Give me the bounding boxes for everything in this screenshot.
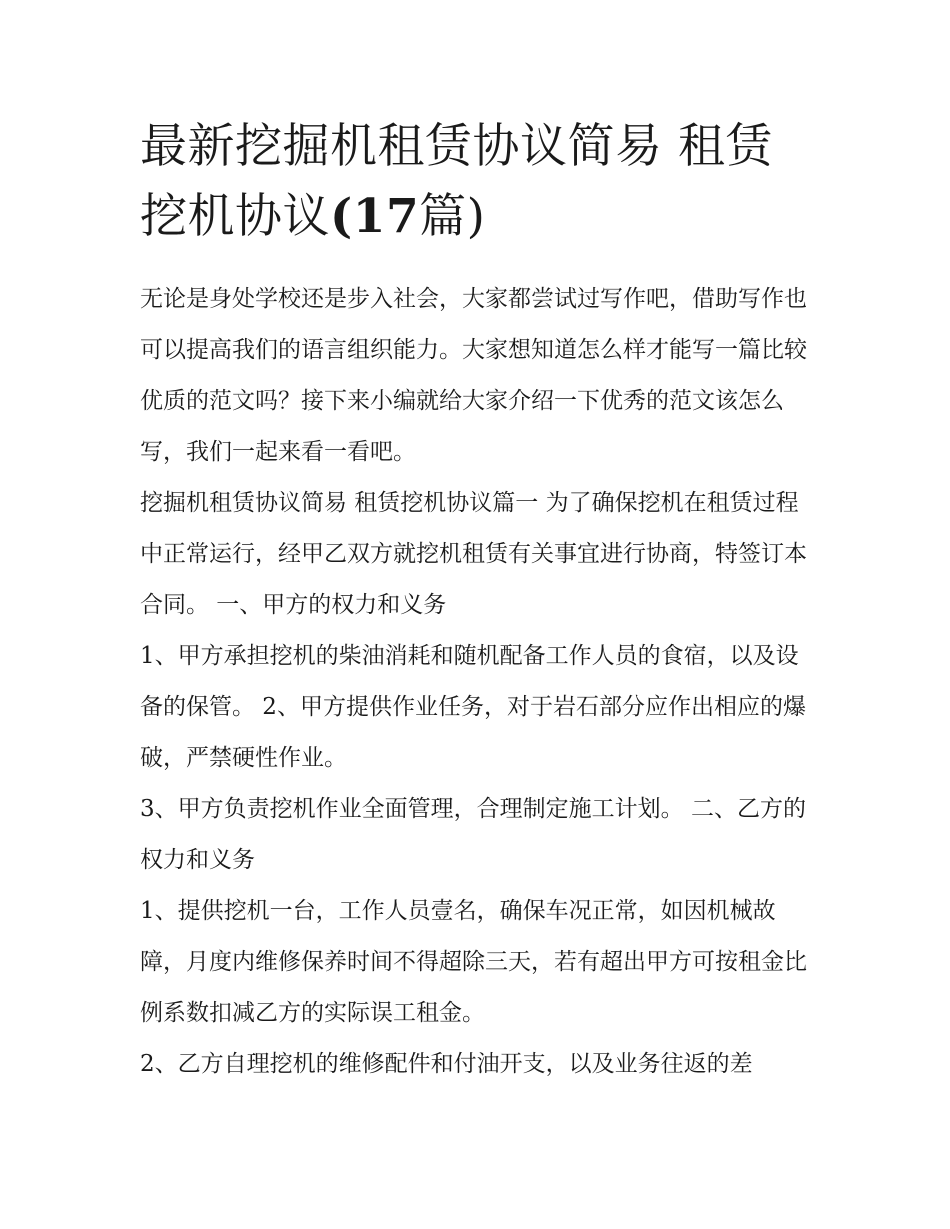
document-title: 最新挖掘机租赁协议简易 租赁挖机协议(17篇) — [140, 119, 773, 244]
paragraph-party-a-clause-3: 3、甲方负责挖机作业全面管理，合理制定施工计划。 二、乙方的权力和义务 — [140, 796, 806, 873]
paragraph-party-b-clause-2: 2、乙方自理挖机的维修配件和付油开支，以及业务往返的差 — [140, 1051, 753, 1077]
paragraph-party-a-clause-1-2: 1、甲方承担挖机的柴油消耗和随机配备工作人员的食宿，以及设备的保管。 2、甲方提供作业任务，对于岩石部分应作出相应的爆破，严禁硬性作业。 — [140, 643, 806, 771]
title-number: (17 — [330, 189, 420, 244]
paragraph-intro: 无论是身处学校还是步入社会，大家都尝试过写作吧，借助写作也可以提高我们的语言组织能力。大家想知道怎么样才能写一篇比较优质的范文吗？接下来小编就给大家介绍一下优秀的范文该怎么写，我们一起来看一看吧。 — [140, 286, 807, 465]
paragraph-party-b-clause-1: 1、提供挖机一台，工作人员壹名，确保车况正常，如因机械故障，月度内维修保养时间不得超除三天，若有超出甲方可按租金比例系数扣减乙方的实际误工租金。 — [140, 898, 807, 1026]
paragraph-agreement-preamble: 挖掘机租赁协议简易 租赁挖机协议篇一 为了确保挖机在租赁过程中正常运行，经甲乙双方就挖机租赁有关事宜进行协商，特签订本合同。 一、甲方的权力和义务 — [140, 490, 807, 618]
document-body — [140, 112, 812, 1090]
